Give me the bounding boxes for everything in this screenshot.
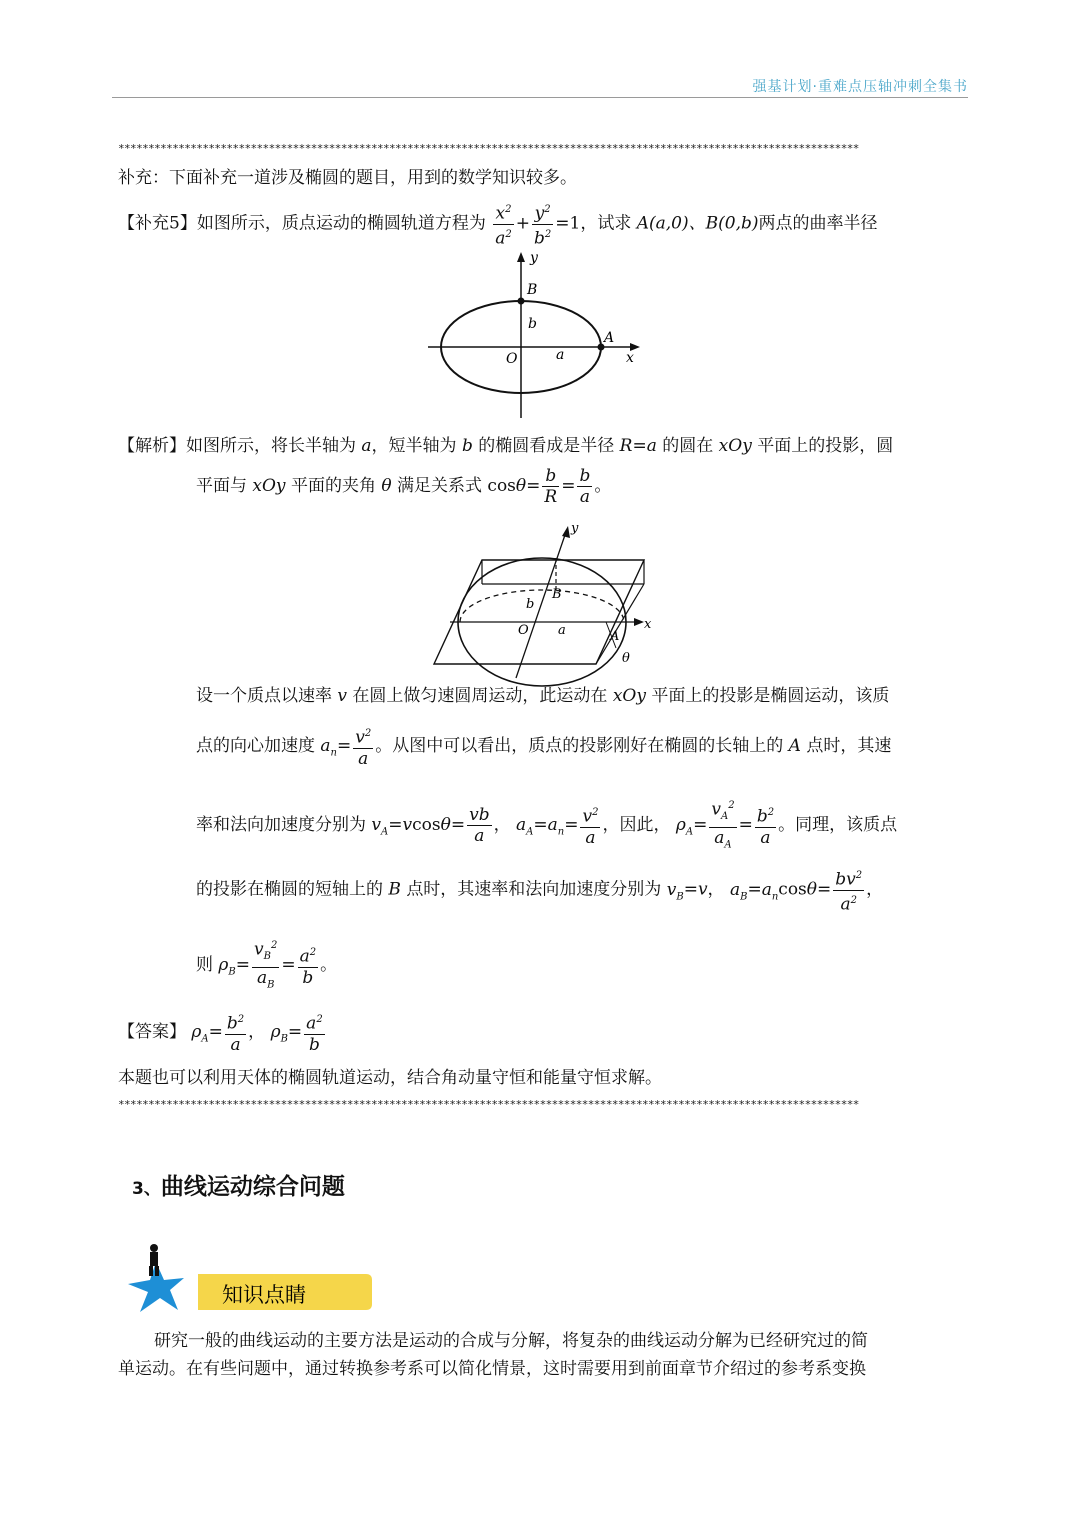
eq-rhoB-1: $\frac{v_B^2}{a_B}$ [252, 936, 279, 995]
analysis-l4a: 点的向心加速度 [196, 735, 315, 756]
fig2-x-arrow-icon [634, 618, 644, 626]
answer-line: 【答案】 $\rho_A=$ $\frac{b^2}{a}$ ， $\rho_B=$ $\frac{a^2}{b}$ [118, 1010, 327, 1055]
figure-body-icon [150, 1252, 158, 1266]
analysis-line-7: 则 $\rho_B=$ $\frac{v_B^2}{a_B}$ = $\frac{a^2}{b}$ 。 [196, 936, 337, 995]
points-expr: A(a,0)、B(0,b) [636, 213, 759, 234]
problem-tag: 【补充5】 [118, 213, 197, 234]
y-arrow-icon [517, 252, 525, 262]
analysis-line-2: 平面与 xOy 平面的夹角 θ 满足关系式 cosθ= $\frac{b}{R}$ = $\frac{b}{a}$ 。 [196, 466, 612, 507]
analysis-l1d: 的圆在 [662, 436, 714, 456]
eq-aA: $\frac{v^2}{a}$ [580, 803, 600, 848]
analysis-l6a: 的投影在椭圆的短轴上的 [196, 879, 383, 900]
ans-rhoA: $\frac{b^2}{a}$ [225, 1010, 246, 1055]
running-header: 强基计划·重难点压轴冲刺全集书 [752, 79, 968, 95]
projection-figure [420, 518, 660, 688]
section-title [132, 1168, 345, 1201]
analysis-tag: 【解析】 [118, 436, 186, 456]
eq-b-over-a: $\frac{b}{a}$ [579, 466, 591, 507]
analysis-line-6: 的投影在椭圆的短轴上的 B 点时，其速率和法向加速度分别为 $v_B=v$， $a_B=a_n\cos\theta=$ $\frac{bv^2}{a^2}$ ， [196, 866, 883, 914]
fig2-label-a: a [558, 623, 566, 638]
analysis-l3b: 在圆上做匀速圆周运动，此运动在 [352, 686, 608, 706]
figure-leg-1 [149, 1266, 153, 1276]
fig2-label-B: B [552, 587, 562, 602]
eq-b-over-R: $\frac{b}{R}$ [544, 466, 558, 507]
badge-label: 知识点睛 [222, 1283, 306, 1307]
analysis-l2a: 平面与 [196, 476, 247, 496]
analysis-l5c: 。同理，该质点 [778, 815, 898, 836]
analysis-l4c: 点时，其速 [806, 735, 892, 756]
eq-x2-over-a2: $\frac{x^2}{a^2}$ [493, 200, 514, 248]
problem-statement: 【补充5】如图所示，质点运动的椭圆轨道方程为 $\frac{x^2}{a^2}$ + $\frac{y^2}{b^2}$ =1，试求 A(a,0)、B(0,b)两点的曲率半径 [118, 200, 878, 248]
eq-an: $\frac{v^2}{a}$ [353, 724, 373, 769]
eq-rhoB-2: $\frac{a^2}{b}$ [298, 943, 319, 988]
fig2-label-b: b [526, 597, 535, 612]
note-line: 本题也可以利用天体的椭圆轨道运动，结合角动量守恒和能量守恒求解。 [118, 1068, 662, 1088]
eq-y2-over-b2: $\frac{y^2}{b^2}$ [532, 200, 553, 248]
analysis-l5a: 率和法向加速度分别为 [196, 815, 366, 836]
body-para-line-2: 单运动。在有些问题中，通过转换参考系可以简化情景，这时需要用到前面章节介绍过的参考系变换 [118, 1359, 866, 1379]
section-title-text: 曲线运动综合问题 [160, 1174, 345, 1200]
fig2-label-x: x [644, 617, 652, 632]
fig1-label-b: b [528, 316, 537, 332]
answer-tag: 【答案】 [118, 1021, 186, 1042]
ellipse-figure [420, 246, 650, 424]
supplement-intro: 补充：下面补充一道涉及椭圆的题目，用到的数学知识较多。 [118, 168, 577, 188]
analysis-l1b: ，短半轴为 [371, 436, 457, 456]
eq-vA: $\frac{vb}{a}$ [469, 805, 490, 847]
analysis-l5b: ，因此， [602, 815, 671, 836]
point-b-dot [518, 298, 525, 305]
figure-leg-2 [155, 1266, 159, 1276]
star-divider-top: *************************************************************************************************************************** [118, 142, 859, 155]
star-divider-bottom: *************************************************************************************************************************** [118, 1098, 859, 1111]
analysis-l1e: 平面上的投影，圆 [757, 436, 894, 456]
analysis-l3c: 平面上的投影是椭圆运动，该质 [651, 686, 890, 706]
projected-ellipse-back [460, 590, 624, 622]
fig2-label-y: y [571, 521, 579, 536]
analysis-l1a: 如图所示，将长半轴为 [186, 436, 356, 456]
section-number: 3、 [132, 1179, 161, 1199]
analysis-l2b: 平面的夹角 [290, 476, 376, 496]
analysis-line-3: 设一个质点以速率 v 在圆上做匀速圆周运动，此运动在 xOy 平面上的投影是椭圆运动，该质 [196, 686, 890, 706]
problem-text-a: 如图所示，质点运动的椭圆轨道方程为 [196, 213, 486, 234]
fig1-label-y: y [530, 250, 538, 266]
fig2-label-theta: θ [622, 651, 630, 666]
eq-rhoA-1: $\frac{v_A^2}{a_A}$ [709, 796, 736, 855]
ans-rhoB: $\frac{a^2}{b}$ [304, 1010, 325, 1055]
analysis-l7a: 则 [196, 955, 213, 976]
fig1-label-a: a [556, 347, 565, 363]
analysis-line-4: 点的向心加速度 $a_n=$ $\frac{v^2}{a}$ 。从图中可以看出，质点的投影刚好在椭圆的长轴上的 A 点时，其速 [196, 724, 891, 769]
analysis-l6b: 点时，其速率和法向加速度分别为 [406, 879, 662, 900]
fig1-label-O: O [506, 351, 518, 367]
fig2-y-axis [516, 532, 566, 678]
figure-head-icon [150, 1244, 158, 1252]
eq-rhoA-2: $\frac{b^2}{a}$ [755, 803, 776, 848]
analysis-l3a: 设一个质点以速率 [196, 686, 332, 706]
fig2-y-arrow-icon [562, 526, 570, 538]
fig2-label-O: O [518, 623, 529, 638]
analysis-l4b: 。从图中可以看出，质点的投影刚好在椭圆的长轴上的 [375, 735, 784, 756]
header-rule [112, 97, 968, 98]
knowledge-badge [126, 1240, 376, 1318]
fig2-label-A: A [610, 629, 620, 644]
eq-aB: $\frac{bv^2}{a^2}$ [833, 866, 864, 914]
analysis-l2c: 满足关系式 [397, 476, 483, 496]
fig1-label-B: B [527, 282, 538, 298]
analysis-l1c: 的椭圆看成是半径 [478, 436, 615, 456]
fig1-label-A: A [604, 330, 615, 346]
problem-text-c: 两点的曲率半径 [758, 213, 878, 234]
analysis-line-5: 率和法向加速度分别为 $v_A=vcos\theta=$ $\frac{vb}{a}$ ， $a_A=a_n=$ $\frac{v^2}{a}$ ，因此， $\rho_A=$ $\frac{v_A^2}{a_A}$ = $\frac{b^2}{a}$ 。同理，该质点 [196, 796, 897, 855]
analysis-line-1: 【解析】如图所示，将长半轴为 a，短半轴为 b 的椭圆看成是半径 R=a 的圆在 xOy 平面上的投影，圆 [118, 436, 894, 456]
fig1-label-x: x [626, 350, 634, 366]
problem-text-b: ，试求 [580, 213, 632, 234]
body-para-line-1: 研究一般的曲线运动的主要方法是运动的合成与分解，将复杂的曲线运动分解为已经研究过的简 [154, 1331, 868, 1351]
